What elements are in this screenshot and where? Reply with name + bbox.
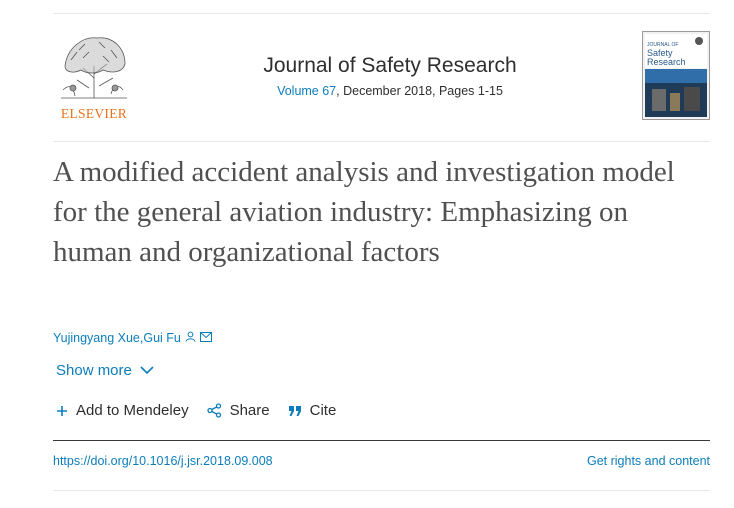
elsevier-logo[interactable]: [53, 30, 135, 122]
show-more-label: Show more: [56, 362, 132, 379]
publisher-name: ELSEVIER: [60, 106, 128, 121]
author-link[interactable]: Yujingyang Xue: [53, 331, 140, 345]
chevron-down-icon: [140, 362, 154, 379]
journal-title-link[interactable]: Journal of Safety Research: [263, 54, 517, 77]
cover-line1: JOURNAL OF: [647, 42, 679, 48]
share-label: Share: [229, 402, 270, 419]
author-link[interactable]: Gui Fu: [143, 331, 181, 345]
header-divider: [53, 141, 710, 142]
cover-line2: Safety: [647, 48, 673, 58]
journal-issue-info: [180, 84, 600, 98]
plus-icon: [56, 405, 68, 417]
doi-link[interactable]: https://doi.org/10.1016/j.jsr.2018.09.008: [53, 454, 273, 468]
person-icon[interactable]: [185, 331, 196, 345]
article-actions: [56, 402, 354, 419]
issue-details: , December 2018, Pages 1-15: [336, 84, 503, 98]
cite-label: Cite: [309, 402, 337, 419]
quote-icon: [288, 405, 302, 417]
top-divider: [53, 13, 710, 14]
journal-cover-image[interactable]: [642, 31, 710, 120]
cite-button[interactable]: [288, 402, 337, 419]
bottom-divider: [53, 490, 710, 491]
article-title: A modified accident analysis and investigation model for the general aviation industry: Emphasizing on human and organizational factors: [53, 156, 675, 268]
rights-link[interactable]: Get rights and content: [587, 454, 710, 468]
actions-divider: [53, 440, 710, 441]
journal-header: [180, 54, 600, 98]
elsevier-tree-icon: [53, 30, 135, 104]
volume-link[interactable]: Volume 67: [277, 84, 337, 98]
show-more-button[interactable]: [56, 362, 154, 379]
author-list: [53, 331, 212, 345]
cover-line3: Research: [647, 57, 686, 67]
author-separator: ,: [139, 331, 144, 345]
add-to-mendeley-label: Add to Mendeley: [76, 402, 189, 419]
envelope-icon[interactable]: [200, 331, 212, 345]
share-icon: [207, 403, 222, 418]
add-to-mendeley-button[interactable]: [56, 402, 189, 419]
share-button[interactable]: [207, 402, 270, 419]
